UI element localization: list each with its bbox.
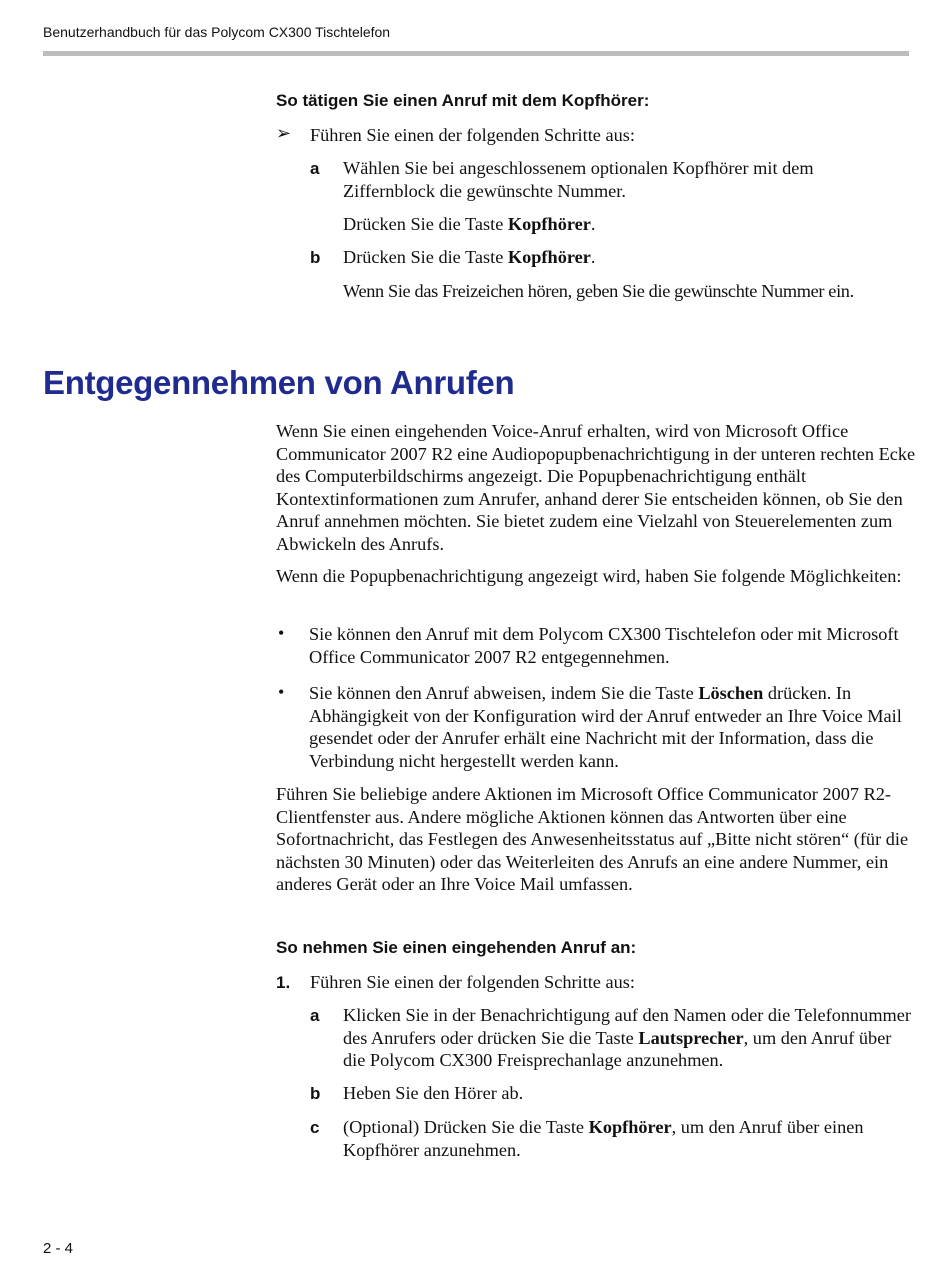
step-b-text: Drücken Sie die Taste Kopfhörer.	[343, 247, 596, 267]
step-text: Führen Sie einen der folgenden Schritte aus:	[310, 125, 635, 145]
page-number: 2 - 4	[43, 1240, 74, 1257]
section-title: Entgegennehmen von Anrufen	[43, 364, 515, 401]
step-a-sub: Drücken Sie die Taste Kopfhörer.	[343, 214, 596, 234]
key-name: Löschen	[698, 683, 764, 703]
arrow-bullet-icon: ➢	[276, 123, 292, 143]
step-b-sub: Wenn Sie das Freizeichen hören, geben Sie die gewünschte Nummer ein.	[343, 281, 854, 301]
options-intro-paragraph: Wenn die Popupbenachrichtigung angezeigt wird, haben Sie folgende Möglichkeiten:	[276, 566, 902, 586]
key-name: Lautsprecher	[638, 1027, 744, 1048]
bullet-icon: •	[278, 623, 285, 643]
procedure-heading-headset-call: So tätigen Sie einen Anruf mit dem Kopfhörer:	[276, 91, 650, 110]
intro-paragraph: Wenn Sie einen eingehenden Voice-Anruf erhalten, wird von Microsoft Office Communicator 2007 R2 eine Audiopopupbenachrichtigung in der unteren rechten Ecke des Computerbildschirms angezeigt. Die Popupbenachrichtigung enthält Kontextinformationen zum Anrufer, anhand derer Sie entscheiden können, ob Sie den Anruf annehmen möchten. Sie bietet zudem eine Vielzahl von Steuerelementen zum Abwickeln des Anrufs.	[276, 421, 916, 554]
other-actions-paragraph: Führen Sie beliebige andere Aktionen im Microsoft Office Communicator 2007 R2-Clientfenster aus. Andere mögliche Aktionen können das Antworten über eine Sofortnachricht, das Festlegen des Anwesenheitsstatus auf „Bitte nicht stören“ (für die nächsten 30 Minuten) oder das Weiterleiten des Anrufs an eine andere Nummer, ein anderes Gerät oder an Ihre Voice Mail umfassen.	[276, 784, 909, 894]
step-b-text: Heben Sie den Hörer ab.	[343, 1083, 524, 1103]
bullet-item-reject: Sie können den Anruf abweisen, indem Sie die Taste Löschen drücken. In Abhängigkeit von der Konfiguration wird der Anruf entweder an Ihre Voice Mail gesendet oder der Anrufer erhält eine Nachricht mit der Information, dass die Verbindung nicht hergestellt werden kann.	[309, 683, 902, 771]
step-marker-b: b	[310, 248, 321, 267]
step-number: 1.	[276, 973, 291, 992]
bullet-item-accept: Sie können den Anruf mit dem Polycom CX300 Tischtelefon oder mit Microsoft Office Communicator 2007 R2 entgegennehmen.	[309, 624, 899, 667]
step-a-line2: Ziffernblock die gewünschte Nummer.	[343, 181, 626, 201]
procedure-heading-answer-call: So nehmen Sie einen eingehenden Anruf an:	[276, 938, 637, 957]
step-a-text: Klicken Sie in der Benachrichtigung auf den Namen oder die Telefonnummer des Anrufers oder drücken Sie die Taste Lautsprecher, um den Anruf über die Polycom CX300 Freisprechanlage anzunehmen.	[343, 1005, 911, 1070]
key-name: Kopfhörer	[588, 1117, 672, 1137]
key-name: Kopfhörer	[507, 214, 591, 234]
step-marker-c: c	[310, 1118, 320, 1137]
header-rule	[43, 51, 909, 56]
step-c-text: (Optional) Drücken Sie die Taste Kopfhörer, um den Anruf über einen Kopfhörer anzunehmen.	[343, 1117, 864, 1160]
key-name: Kopfhörer	[507, 247, 591, 267]
running-header: Benutzerhandbuch für das Polycom CX300 Tischtelefon	[43, 24, 391, 40]
step-marker-a: a	[310, 159, 320, 178]
step-marker-b: b	[310, 1084, 321, 1103]
step-text: Führen Sie einen der folgenden Schritte aus:	[310, 972, 635, 992]
step-a-line1: Wählen Sie bei angeschlossenem optionalen Kopfhörer mit dem	[343, 158, 814, 178]
bullet-icon: •	[278, 682, 285, 702]
step-marker-a: a	[310, 1006, 320, 1025]
